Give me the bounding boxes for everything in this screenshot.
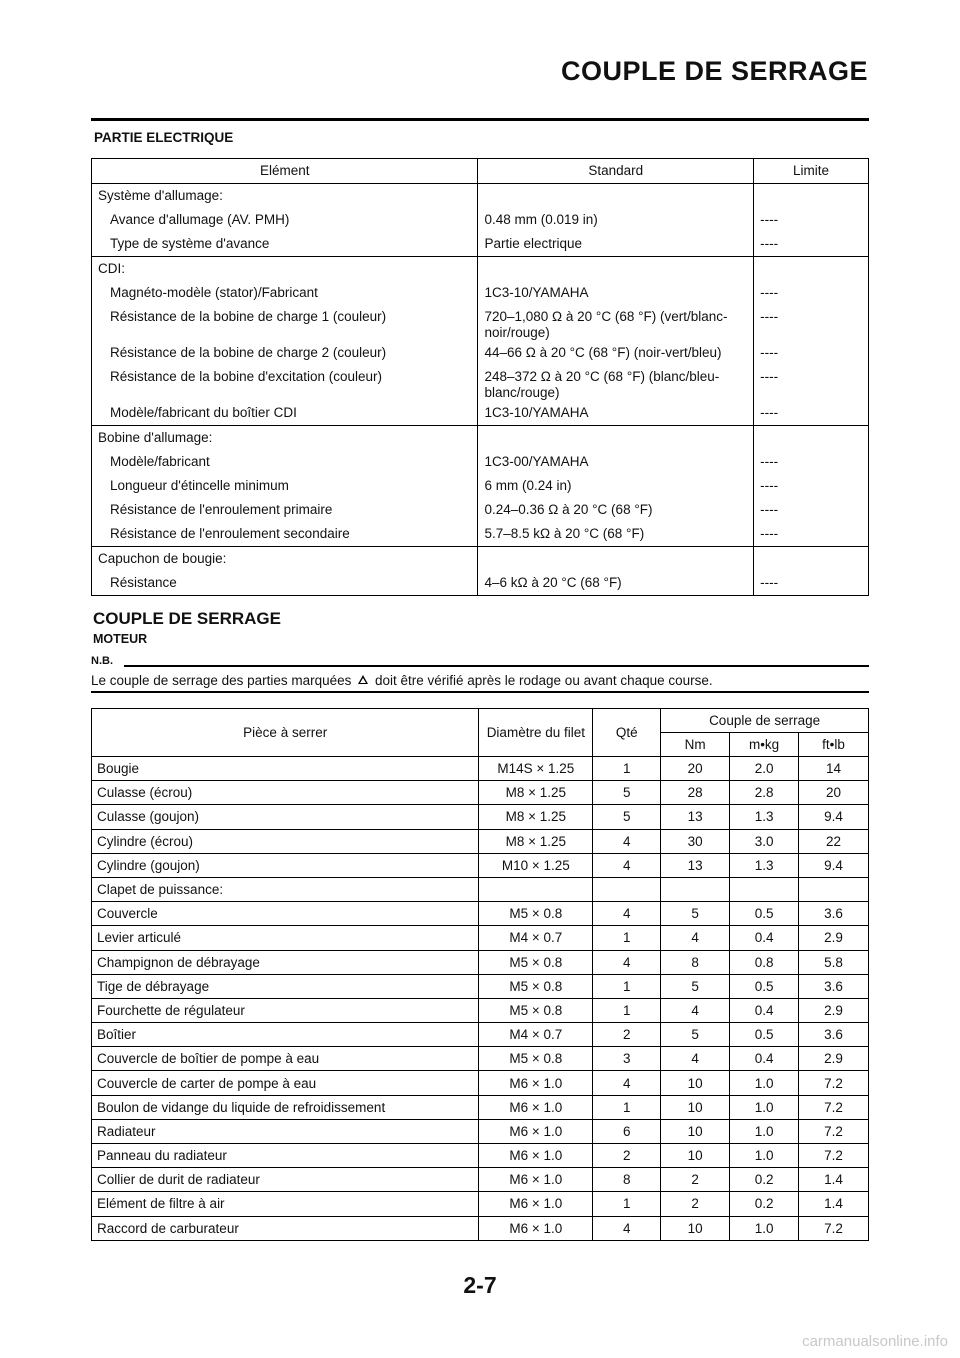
elec-group-row [92, 547, 869, 572]
cell-part: Boîtier [92, 1023, 479, 1047]
elec-row [92, 232, 869, 257]
cell-ftlb: 7.2 [799, 1216, 869, 1240]
cell-nm: 5 [661, 902, 730, 926]
table-row [92, 998, 869, 1022]
cell-part: Champignon de débrayage [92, 950, 479, 974]
cell-part: Culasse (écrou) [92, 781, 479, 805]
cell-qty: 4 [593, 950, 661, 974]
cell-qty: 5 [593, 805, 661, 829]
cell-ftlb: 3.6 [799, 974, 869, 998]
cell-mkg: 0.5 [730, 974, 799, 998]
cell-ftlb: 7.2 [799, 1144, 869, 1168]
table-row [92, 853, 869, 877]
cell-part: Couvercle [92, 902, 479, 926]
elec-cell-lim: ---- [760, 285, 779, 300]
note-text [91, 673, 713, 688]
cell-mkg: 2.8 [730, 781, 799, 805]
elec-cell-std: 248–372 Ω à 20 °C (68 °F) (blanc/bleu-blanc/rouge) [484, 369, 720, 400]
cell-part: Fourchette de régulateur [92, 998, 479, 1022]
elec-cell-lim: ---- [760, 478, 779, 493]
note-bottom-rule [91, 691, 869, 693]
elec-cell-item: Résistance de la bobine d'excitation (couleur) [110, 369, 382, 384]
table-row [92, 1095, 869, 1119]
cell-qty: 2 [593, 1144, 661, 1168]
cell-thread: M6 × 1.0 [479, 1119, 593, 1143]
elec-row [92, 571, 869, 596]
cell-nm: 13 [661, 853, 730, 877]
cell-ftlb: 1.4 [799, 1192, 869, 1216]
cell-ftlb: 2.9 [799, 998, 869, 1022]
cell-qty: 3 [593, 1047, 661, 1071]
elec-row [92, 474, 869, 498]
cell-part: Panneau du radiateur [92, 1144, 479, 1168]
cell-nm [661, 877, 730, 901]
col-header-qty: Qté [593, 709, 661, 757]
elec-group-title: CDI: [98, 261, 125, 276]
cell-part: Cylindre (goujon) [92, 853, 479, 877]
elec-group-row [92, 426, 869, 451]
cell-thread: M4 × 0.7 [479, 1023, 593, 1047]
elec-cell-lim: ---- [760, 369, 779, 384]
elec-col-header: Standard [478, 159, 754, 184]
table-row [92, 1216, 869, 1240]
elec-cell-lim: ---- [760, 454, 779, 469]
cell-nm: 10 [661, 1216, 730, 1240]
cell-mkg: 1.3 [730, 805, 799, 829]
header-rule [91, 118, 869, 121]
elec-row [92, 281, 869, 305]
elec-cell-lim: ---- [760, 212, 779, 227]
cell-qty: 1 [593, 926, 661, 950]
elec-cell-item: Longueur d'étincelle minimum [110, 478, 289, 493]
cell-mkg: 0.4 [730, 998, 799, 1022]
cell-mkg: 0.5 [730, 1023, 799, 1047]
cell-thread: M6 × 1.0 [479, 1095, 593, 1119]
cell-nm: 30 [661, 829, 730, 853]
cell-thread: M5 × 0.8 [479, 1047, 593, 1071]
cell-thread: M6 × 1.0 [479, 1192, 593, 1216]
cell-qty: 4 [593, 1216, 661, 1240]
col-header-part: Pièce à serrer [92, 709, 479, 757]
elec-row [92, 341, 869, 365]
cell-nm: 10 [661, 1095, 730, 1119]
table-row [92, 805, 869, 829]
cell-ftlb: 7.2 [799, 1071, 869, 1095]
table-row [92, 950, 869, 974]
cell-mkg: 1.0 [730, 1144, 799, 1168]
cell-part: Couvercle de boîtier de pompe à eau [92, 1047, 479, 1071]
cell-nm: 8 [661, 950, 730, 974]
cell-qty: 4 [593, 829, 661, 853]
elec-row [92, 522, 869, 547]
cell-part: Clapet de puissance: [92, 877, 479, 901]
cell-thread [479, 877, 593, 901]
cell-part: Levier articulé [92, 926, 479, 950]
page-number: 2-7 [463, 1272, 497, 1298]
cell-thread: M6 × 1.0 [479, 1168, 593, 1192]
cell-mkg: 2.0 [730, 757, 799, 781]
cell-mkg [730, 877, 799, 901]
cell-thread: M8 × 1.25 [479, 805, 593, 829]
elec-row [92, 305, 869, 341]
cell-part: Bougie [92, 757, 479, 781]
cell-ftlb: 2.9 [799, 926, 869, 950]
elec-cell-item: Magnéto-modèle (stator)/Fabricant [110, 285, 318, 300]
elec-cell-item: Modèle/fabricant [110, 454, 210, 469]
cell-part: Collier de durit de radiateur [92, 1168, 479, 1192]
cell-thread: M5 × 0.8 [479, 950, 593, 974]
cell-nm: 13 [661, 805, 730, 829]
cell-thread: M5 × 0.8 [479, 902, 593, 926]
elec-cell-lim: ---- [760, 405, 779, 420]
elec-cell-std: Partie electrique [484, 236, 583, 251]
cell-ftlb: 20 [799, 781, 869, 805]
cell-nm: 2 [661, 1192, 730, 1216]
elec-cell-item: Résistance de l'enroulement secondaire [110, 526, 350, 541]
elec-group-row [92, 257, 869, 282]
elec-cell-lim: ---- [760, 236, 779, 251]
cell-qty: 1 [593, 1192, 661, 1216]
elec-cell-lim: ---- [760, 309, 779, 324]
elec-row [92, 401, 869, 426]
cell-part: Cylindre (écrou) [92, 829, 479, 853]
elec-row [92, 498, 869, 522]
elec-cell-std: 1C3-10/YAMAHA [484, 405, 589, 420]
section-heading: COUPLE DE SERRAGE [93, 609, 281, 628]
cell-mkg: 0.4 [730, 1047, 799, 1071]
table-row [92, 1047, 869, 1071]
table-row [92, 757, 869, 781]
cell-part: Culasse (goujon) [92, 805, 479, 829]
elec-group-title: Capuchon de bougie: [98, 551, 227, 566]
elec-cell-std: 0.24–0.36 Ω à 20 °C (68 °F) [484, 502, 653, 517]
elec-cell-std: 44–66 Ω à 20 °C (68 °F) (noir-vert/bleu) [484, 345, 722, 360]
torque-table [91, 708, 869, 1241]
cell-nm: 4 [661, 998, 730, 1022]
table-row [92, 1119, 869, 1143]
elec-col-header: Limite [754, 159, 869, 184]
table-row [92, 1192, 869, 1216]
cell-mkg: 1.0 [730, 1216, 799, 1240]
cell-part: Tige de débrayage [92, 974, 479, 998]
elec-cell-std: 4–6 kΩ à 20 °C (68 °F) [484, 575, 622, 590]
elec-cell-item: Modèle/fabricant du boîtier CDI [110, 405, 297, 420]
cell-nm: 10 [661, 1144, 730, 1168]
cell-ftlb: 7.2 [799, 1095, 869, 1119]
cell-nm: 10 [661, 1119, 730, 1143]
cell-thread: M5 × 0.8 [479, 974, 593, 998]
elec-cell-std: 5.7–8.5 kΩ à 20 °C (68 °F) [484, 526, 645, 541]
cell-qty: 5 [593, 781, 661, 805]
section-title: PARTIE ELECTRIQUE [94, 130, 234, 145]
cell-mkg: 1.0 [730, 1071, 799, 1095]
cell-ftlb: 7.2 [799, 1119, 869, 1143]
table-row [92, 1071, 869, 1095]
elec-row [92, 208, 869, 232]
cell-qty: 1 [593, 757, 661, 781]
elec-cell-item: Résistance de la bobine de charge 2 (couleur) [110, 345, 387, 360]
cell-ftlb: 5.8 [799, 950, 869, 974]
cell-mkg: 1.3 [730, 853, 799, 877]
elec-cell-item: Résistance [110, 575, 177, 590]
cell-ftlb: 1.4 [799, 1168, 869, 1192]
page-title: COUPLE DE SERRAGE [560, 56, 868, 86]
cell-thread: M6 × 1.0 [479, 1216, 593, 1240]
elec-cell-item: Avance d'allumage (AV. PMH) [110, 212, 290, 227]
cell-qty: 2 [593, 1023, 661, 1047]
note-text-after: doit être vérifié après le rodage ou avant chaque course. [374, 673, 713, 688]
elec-group-row [92, 184, 869, 209]
cell-qty: 4 [593, 1071, 661, 1095]
cell-mkg: 0.8 [730, 950, 799, 974]
col-header-ftlb: ft•lb [799, 733, 869, 757]
cell-nm: 5 [661, 1023, 730, 1047]
subsection-heading: MOTEUR [93, 632, 148, 646]
cell-mkg: 1.0 [730, 1119, 799, 1143]
table-row [92, 781, 869, 805]
watermark: carmanualsonline.info [802, 1333, 948, 1350]
cell-part: Raccord de carburateur [92, 1216, 479, 1240]
elec-cell-std: 6 mm (0.24 in) [484, 478, 572, 493]
elec-row [92, 450, 869, 474]
cell-qty: 1 [593, 974, 661, 998]
cell-nm: 4 [661, 1047, 730, 1071]
cell-ftlb: 2.9 [799, 1047, 869, 1071]
col-header-torque: Couple de serrage [661, 709, 869, 733]
elec-cell-item: Résistance de l'enroulement primaire [110, 502, 333, 517]
elec-cell-lim: ---- [760, 575, 779, 590]
col-header-mkg: m•kg [730, 733, 799, 757]
cell-qty [593, 877, 661, 901]
elec-group-title: Système d'allumage: [98, 188, 223, 203]
table-row [92, 926, 869, 950]
triangle-mark-icon [358, 675, 368, 684]
cell-ftlb: 3.6 [799, 902, 869, 926]
cell-qty: 6 [593, 1119, 661, 1143]
note-label: N.B. [91, 655, 113, 667]
table-row [92, 877, 869, 901]
elec-col-header: Elément [92, 159, 478, 184]
cell-part: Elément de filtre à air [92, 1192, 479, 1216]
table-row [92, 829, 869, 853]
cell-nm: 10 [661, 1071, 730, 1095]
cell-nm: 5 [661, 974, 730, 998]
table-row [92, 902, 869, 926]
col-header-thread: Diamètre du filet [479, 709, 593, 757]
elec-cell-item: Résistance de la bobine de charge 1 (couleur) [110, 309, 387, 324]
cell-nm: 4 [661, 926, 730, 950]
cell-thread: M5 × 0.8 [479, 998, 593, 1022]
cell-thread: M8 × 1.25 [479, 781, 593, 805]
cell-nm: 20 [661, 757, 730, 781]
cell-nm: 28 [661, 781, 730, 805]
cell-part: Couvercle de carter de pompe à eau [92, 1071, 479, 1095]
note-rule [124, 665, 869, 667]
elec-cell-std: 1C3-10/YAMAHA [484, 285, 589, 300]
cell-ftlb [799, 877, 869, 901]
cell-part: Boulon de vidange du liquide de refroidissement [92, 1095, 479, 1119]
elec-cell-item: Type de système d'avance [110, 236, 270, 251]
cell-qty: 1 [593, 1095, 661, 1119]
cell-qty: 4 [593, 853, 661, 877]
cell-nm: 2 [661, 1168, 730, 1192]
cell-thread: M14S × 1.25 [479, 757, 593, 781]
cell-thread: M10 × 1.25 [479, 853, 593, 877]
elec-row [92, 365, 869, 401]
table-row [92, 1144, 869, 1168]
cell-mkg: 0.4 [730, 926, 799, 950]
col-header-nm: Nm [661, 733, 730, 757]
elec-cell-std: 0.48 mm (0.019 in) [484, 212, 598, 227]
cell-mkg: 0.5 [730, 902, 799, 926]
cell-ftlb: 14 [799, 757, 869, 781]
cell-mkg: 0.2 [730, 1192, 799, 1216]
electrical-spec-table [91, 158, 869, 596]
elec-cell-std: 720–1,080 Ω à 20 °C (68 °F) (vert/blanc-noir/rouge) [484, 309, 728, 340]
cell-mkg: 1.0 [730, 1095, 799, 1119]
cell-mkg: 3.0 [730, 829, 799, 853]
elec-cell-lim: ---- [760, 345, 779, 360]
cell-part: Radiateur [92, 1119, 479, 1143]
elec-cell-lim: ---- [760, 502, 779, 517]
cell-thread: M6 × 1.0 [479, 1144, 593, 1168]
elec-cell-std: 1C3-00/YAMAHA [484, 454, 589, 469]
cell-thread: M8 × 1.25 [479, 829, 593, 853]
cell-thread: M4 × 0.7 [479, 926, 593, 950]
table-row [92, 1023, 869, 1047]
cell-thread: M6 × 1.0 [479, 1071, 593, 1095]
cell-qty: 4 [593, 902, 661, 926]
table-row [92, 1168, 869, 1192]
elec-group-title: Bobine d'allumage: [98, 430, 213, 445]
note-text-before: Le couple de serrage des parties marquées [91, 673, 352, 688]
cell-mkg: 0.2 [730, 1168, 799, 1192]
cell-ftlb: 9.4 [799, 853, 869, 877]
table-row [92, 974, 869, 998]
cell-qty: 1 [593, 998, 661, 1022]
elec-cell-lim: ---- [760, 526, 779, 541]
cell-ftlb: 9.4 [799, 805, 869, 829]
cell-ftlb: 3.6 [799, 1023, 869, 1047]
cell-ftlb: 22 [799, 829, 869, 853]
cell-qty: 8 [593, 1168, 661, 1192]
